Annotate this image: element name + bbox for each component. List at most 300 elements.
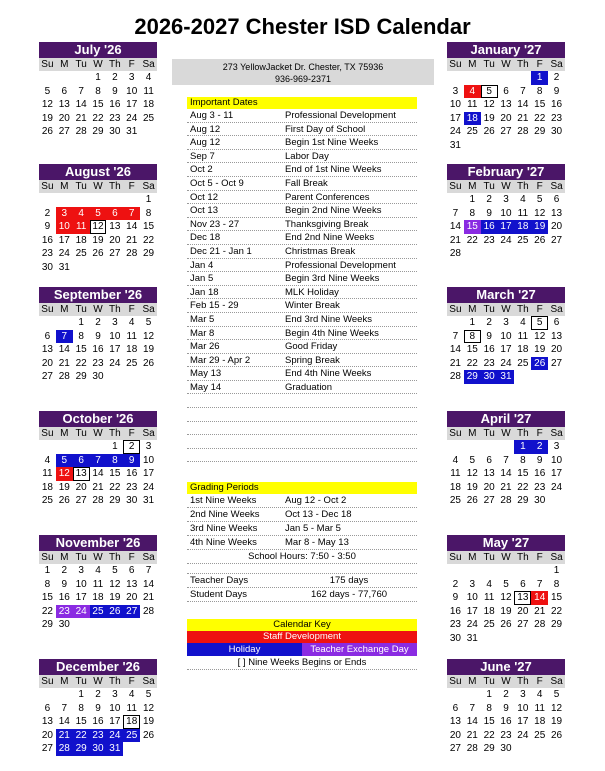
day-cell: 9 [452,592,459,604]
important-date-row [187,272,417,286]
weekday-label: Th [517,181,529,192]
day-cell: 3 [503,194,509,205]
day-cell: 18 [517,344,529,356]
period-name: 3rd Nine Weeks [190,523,258,534]
day-cell: 21 [449,234,461,246]
day-cell: 7 [145,565,152,576]
day-cell: 11 [467,99,478,111]
empty-cell [90,440,107,454]
day-cell: 20 [500,112,512,124]
important-date-row [187,218,417,232]
month-january [447,42,565,153]
day-cell: 8 [553,578,560,590]
day-cell: 24 [58,248,70,260]
blank-row [187,394,417,408]
day-cell: 2 [531,440,548,454]
day-cell: 26 [531,357,548,371]
day-cell: 16 [41,234,53,246]
day-cell: 5 [44,85,51,97]
day-cell: 23 [90,729,107,743]
day-cell: 31 [58,261,70,273]
day-count-label: Student Days [190,589,248,600]
day-cell: 28 [126,248,138,260]
day-cell: 27 [75,495,87,507]
weekday-label: Tu [483,676,495,687]
weekday-header [39,58,157,71]
day-cell: 25 [143,112,155,124]
event-name: Begin 4th Nine Weeks [285,327,379,339]
day-cell: 6 [61,85,68,97]
day-cell: 16 [92,716,104,728]
day-cell: 22 [483,729,495,741]
grading-period-row [187,522,417,536]
weekday-label: Su [449,59,462,70]
day-cell: 27 [551,234,563,246]
event-name: End of 1st Nine Weeks [285,164,382,176]
event-date: May 13 [190,368,222,380]
day-cell: 21 [75,112,87,124]
day-cell: 20 [449,729,461,741]
event-date: Mar 26 [190,341,220,353]
event-date: Oct 13 [190,205,218,217]
day-cell: 5 [56,454,73,468]
event-date: Feb 15 - 29 [190,300,239,312]
day-cell: 8 [44,578,51,590]
empty-cell [481,71,498,85]
day-cell: 28 [75,126,87,138]
day-cell: 22 [551,605,563,617]
weekday-label: M [468,181,477,192]
month-august [39,164,157,275]
weekday-label: F [536,676,543,687]
day-cell: 19 [466,481,478,493]
day-cell: 7 [536,578,543,590]
event-date: Jan 4 [190,259,214,271]
day-cell: 29 [92,126,104,138]
day-cell: 9 [61,578,68,590]
day-cell: 28 [449,371,461,383]
day-count-row [187,574,417,588]
empty-cell [464,440,481,454]
day-cell: 29 [75,371,87,383]
day-cell: 26 [466,495,478,507]
day-cell: 25 [90,605,107,619]
day-count-row [187,588,417,602]
day-cell: 24 [500,357,512,369]
weekday-label: F [536,59,543,70]
day-cell: 1 [531,71,548,85]
day-cell: 18 [514,220,531,234]
weekday-label: M [60,59,69,70]
day-cell: 27 [449,743,461,755]
day-cell: 10 [551,454,563,466]
day-cell: 22 [466,357,478,369]
day-cell: 9 [95,702,101,714]
period-name: 1st Nine Weeks [190,495,257,506]
day-cell: 30 [534,495,546,507]
month-december [39,659,157,756]
day-cell: 25 [449,495,461,507]
day-cell: 12 [534,207,546,219]
day-cell: 28 [517,126,529,138]
day-cell: 16 [126,468,138,480]
day-cell: 27 [41,371,53,383]
weekday-header [447,675,565,688]
empty-cell [39,440,56,454]
empty-cell [514,71,531,85]
weekday-label: Tu [483,181,495,192]
day-cell: 19 [58,481,70,493]
day-cell: 28 [56,742,73,756]
day-cell: 16 [449,605,461,617]
day-cell: 30 [41,261,53,273]
empty-cell [514,564,531,578]
event-name: First Day of School [285,123,366,135]
day-cell: 10 [143,454,155,466]
day-cell: 15 [143,221,155,233]
day-cell: 21 [449,357,461,369]
month-title: October '26 [39,411,157,427]
day-cell: 9 [486,207,492,219]
weekday-label: F [128,552,135,563]
day-cell: 12 [109,578,121,590]
day-cell: 23 [449,619,461,631]
day-cell: 8 [78,330,84,342]
important-date-row [187,204,417,218]
day-cell: 26 [143,357,155,369]
day-cell: 16 [109,99,121,111]
month-title: September '26 [39,287,157,303]
day-cell: 13 [41,716,53,728]
day-cell: 22 [75,357,87,369]
day-cell: 14 [58,344,70,356]
empty-cell [531,564,548,578]
day-cell: 8 [469,207,476,219]
weekday-label: Su [41,676,54,687]
day-cell: 10 [500,207,512,219]
day-cell: 11 [126,330,137,342]
day-cell: 6 [553,317,560,328]
day-cell: 1 [553,565,560,576]
day-cell: 8 [106,454,123,468]
important-date-row [187,191,417,205]
day-cell: 29 [143,248,155,260]
weekday-label: Su [41,181,54,192]
day-cell: 14 [466,716,478,728]
day-cell: 12 [41,99,53,111]
day-grid [447,564,565,646]
day-cell: 23 [41,248,53,260]
day-cell: 10 [109,330,121,342]
day-cell: 14 [126,221,138,233]
day-cell: 1 [78,317,84,328]
event-date: Dec 18 [190,232,221,244]
weekday-label: Su [41,552,54,563]
day-cell: 17 [143,468,155,480]
day-cell: 25 [517,234,529,246]
weekday-label: Th [517,304,529,315]
day-cell: 20 [75,481,87,493]
day-cell: 25 [126,357,138,369]
empty-cell [464,688,481,702]
day-cell: 2 [486,317,492,328]
day-cell: 11 [126,702,137,714]
important-date-row [187,286,417,300]
day-cell: 7 [452,330,459,342]
day-cell: 15 [517,468,529,480]
day-grid [39,440,157,508]
event-date: Oct 5 - Oct 9 [190,177,244,189]
weekday-label: Sa [142,428,155,439]
day-cell: 24 [517,729,529,741]
day-cell: 13 [483,468,495,480]
day-cell: 16 [551,99,563,111]
day-cell: 5 [112,565,118,576]
month-title: May '27 [447,535,565,551]
day-cell: 1 [469,317,476,328]
blank-row [187,564,417,574]
day-cell: 17 [126,99,138,111]
day-cell: 20 [551,344,563,356]
weekday-label: Tu [483,428,495,439]
event-name: Thanksgiving Break [285,218,369,230]
weekday-label: F [128,676,135,687]
day-cell: 2 [486,194,492,205]
day-cell: 2 [95,689,101,700]
weekday-label: Sa [550,304,563,315]
event-date: Nov 23 - 27 [190,218,240,230]
day-cell: 12 [143,330,155,342]
day-cell: 1 [469,194,476,205]
event-name: Good Friday [285,341,338,353]
day-cell: 23 [551,112,563,124]
weekday-label: M [60,304,69,315]
day-cell: 6 [128,565,135,576]
day-cell: 21 [92,481,104,493]
weekday-label: M [60,181,69,192]
day-cell: 5 [145,689,152,700]
day-cell: 7 [503,454,509,466]
day-cell: 28 [466,743,478,755]
event-name: Begin 2nd Nine Weeks [285,205,382,217]
day-cell: 19 [109,592,121,604]
weekday-label: Sa [142,676,155,687]
day-cell: 14 [449,344,461,356]
day-cell: 19 [143,716,155,728]
day-cell: 19 [92,234,104,246]
day-cell: 12 [56,467,73,481]
day-grid [39,193,157,275]
empty-cell [56,71,73,85]
month-september [39,287,157,384]
day-cell: 18 [449,481,461,493]
day-cell: 30 [126,495,138,507]
month-title: August '26 [39,164,157,180]
day-cell: 10 [56,220,73,234]
day-cell: 10 [517,702,529,714]
day-cell: 4 [520,194,526,205]
day-cell: 30 [109,126,121,138]
weekday-label: Sa [550,181,563,192]
day-cell: 11 [143,85,154,97]
important-dates-heading: Important Dates [187,97,417,109]
day-cell: 15 [534,99,546,111]
period-range: Oct 13 - Dec 18 [285,509,352,520]
event-name: Fall Break [285,177,328,189]
day-cell: 26 [92,248,104,260]
grading-period-row [187,508,417,522]
weekday-label: Su [41,59,54,70]
day-cell: 12 [90,220,107,234]
day-cell: 19 [551,716,563,728]
day-cell: 23 [534,481,546,493]
event-date: Oct 12 [190,191,218,203]
day-cell: 10 [75,578,87,590]
month-february [447,164,565,261]
day-cell: 27 [517,619,529,631]
day-cell: 14 [58,716,70,728]
day-cell: 20 [483,481,495,493]
day-cell: 18 [92,592,104,604]
day-cell: 28 [58,371,70,383]
period-range: Mar 8 - May 13 [285,537,349,548]
day-cell: 20 [517,605,529,617]
day-cell: 23 [109,112,121,124]
day-cell: 4 [145,72,152,83]
key-teacher-exchange: Teacher Exchange Day [302,643,417,656]
day-cell: 17 [466,605,478,617]
event-date: Dec 21 - Jan 1 [190,245,252,257]
day-cell: 30 [58,619,70,631]
day-cell: 9 [486,330,492,342]
day-cell: 7 [90,454,107,468]
day-cell: 23 [56,605,73,619]
day-cell: 3 [145,441,152,452]
day-cell: 29 [483,743,495,755]
day-cell: 27 [123,605,140,619]
event-name: End 2nd Nine Weeks [285,232,375,244]
important-date-row [187,123,417,137]
day-cell: 22 [466,234,478,246]
blank-row [187,435,417,449]
day-grid [39,564,157,632]
weekday-label: Th [109,428,121,439]
day-cell: 26 [143,729,155,741]
important-date-row [187,150,417,164]
day-cell: 15 [109,468,121,480]
weekday-label: Sa [142,59,155,70]
event-name: Winter Break [285,300,340,312]
weekday-label: F [536,181,543,192]
weekday-label: F [128,181,135,192]
important-date-row [187,163,417,177]
weekday-label: F [536,304,543,315]
grading-periods [187,482,417,602]
day-cell: 18 [143,99,155,111]
event-date: Jan 5 [190,273,214,285]
day-cell: 9 [95,330,101,342]
weekday-label: W [93,181,103,192]
day-cell: 31 [126,126,138,138]
day-cell: 8 [536,85,543,97]
weekday-label: F [128,428,135,439]
day-cell: 17 [449,112,461,124]
event-name: End 3rd Nine Weeks [285,313,372,325]
day-cell: 24 [106,729,123,743]
day-cell: 14 [75,99,87,111]
month-title: March '27 [447,287,565,303]
empty-cell [56,316,73,330]
day-grid [447,440,565,508]
day-cell: 24 [449,126,461,138]
day-cell: 6 [44,330,51,342]
day-cell: 29 [464,370,481,384]
day-cell: 26 [58,495,70,507]
empty-cell [464,564,481,578]
day-cell: 6 [73,454,90,468]
day-cell: 20 [551,221,563,233]
day-grid [447,193,565,261]
day-cell: 4 [95,565,101,576]
day-cell: 2 [95,317,101,328]
empty-cell [106,193,123,207]
day-cell: 31 [466,632,478,644]
empty-cell [123,193,140,207]
day-cell: 28 [449,248,461,260]
day-cell: 23 [483,357,495,369]
empty-cell [447,688,464,702]
day-cell: 5 [536,194,543,205]
day-cell: 3 [78,565,84,576]
weekday-label: Su [41,304,54,315]
event-date: Oct 2 [190,164,213,176]
day-cell: 7 [452,207,459,219]
address-street: 273 YellowJacket Dr. Chester, TX 75936 [222,62,384,72]
day-cell: 26 [41,126,53,138]
month-may [447,535,565,646]
day-count-label: Teacher Days [190,575,249,586]
month-march [447,287,565,384]
important-date-row [187,231,417,245]
empty-cell [73,440,90,454]
weekday-header [39,180,157,193]
day-cell: 30 [90,742,107,756]
day-count-value: 175 days [329,575,369,586]
day-cell: 21 [500,481,512,493]
day-cell: 12 [534,330,546,342]
event-name: Parent Conferences [285,191,370,203]
day-cell: 9 [503,702,509,714]
day-cell: 19 [534,344,546,356]
day-cell: 4 [128,317,135,328]
day-cell: 24 [143,481,155,493]
event-name: Labor Day [285,150,329,162]
event-name: MLK Holiday [285,286,339,298]
weekday-label: W [501,304,511,315]
period-range: Aug 12 - Oct 2 [285,495,347,506]
empty-cell [447,316,464,330]
day-cell: 25 [466,126,478,138]
day-cell: 21 [534,605,546,617]
month-july [39,42,157,139]
day-cell: 11 [450,468,461,480]
weekday-label: W [93,428,103,439]
weekday-label: Th [109,304,121,315]
day-cell: 21 [56,729,73,743]
day-cell: 10 [500,330,512,342]
day-cell: 31 [449,139,461,151]
day-cell: 12 [466,468,478,480]
